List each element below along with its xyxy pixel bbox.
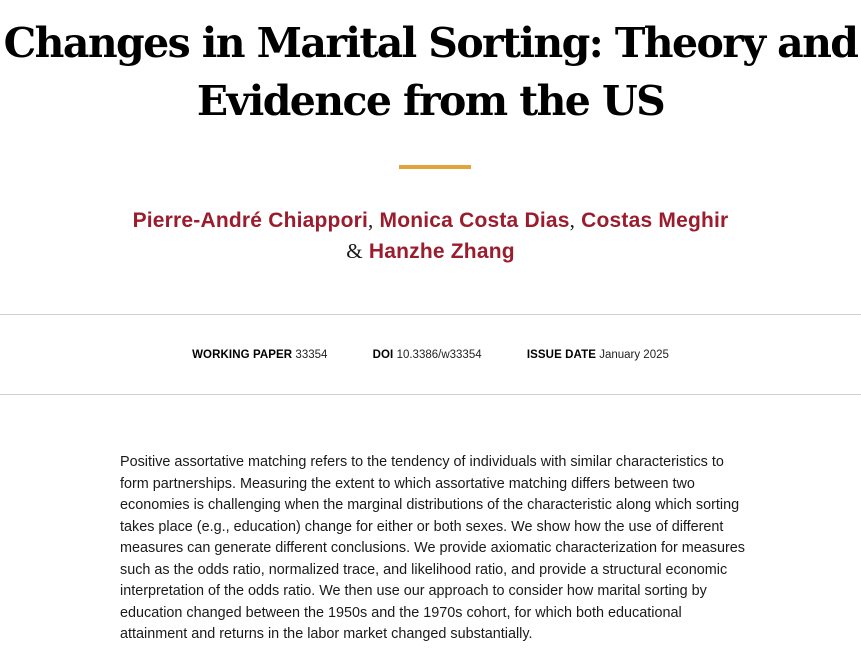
- author-separator: &: [346, 239, 363, 263]
- title-accent-divider: [399, 165, 471, 169]
- issue-date: [527, 348, 669, 362]
- author-link-costa-dias[interactable]: Monica Costa Dias: [379, 209, 570, 232]
- paper-metadata-band: [0, 314, 861, 395]
- doi: [373, 348, 482, 362]
- author-separator: ,: [569, 208, 576, 232]
- author-list: [130, 205, 731, 267]
- abstract-text: Positive assortative matching refers to the tendency of individuals with similar characteristics to form partnerships. Measuring the extent to which assortative matching differs between two economies is challenging when the marginal distributions of the characteristic along which sorting takes place (e.g., education) change for either or both sexes. We show how the use of different measures can generate different conclusions. We provide axiomatic characterization for measures such as the odds ratio, normalized trace, and likelihood ratio, and provide a structural economic interpretation of the odds ratio. We then use our approach to consider how marital sorting by education changed between the 1950s and the 1970s cohort, for which both educational attainment and returns in the labor market changed substantially.: [120, 454, 745, 642]
- author-link-zhang[interactable]: Hanzhe Zhang: [368, 240, 515, 263]
- doi-label: DOI: [372, 349, 394, 361]
- author-link-chiappori[interactable]: Pierre-André Chiappori: [132, 209, 369, 232]
- working-paper-label: WORKING PAPER: [192, 349, 293, 361]
- author-separator: ,: [368, 208, 374, 232]
- working-paper-number: [192, 348, 327, 362]
- paper-metadata-row: [0, 348, 861, 362]
- doi-value[interactable]: 10.3386/w33354: [396, 349, 482, 361]
- paper-title: Changes in Marital Sorting: Theory and Evidence from the US: [3, 19, 858, 125]
- working-paper-value: 33354: [295, 349, 328, 361]
- issue-date-label: ISSUE DATE: [526, 349, 596, 361]
- issue-date-value: January 2025: [599, 349, 669, 361]
- author-link-meghir[interactable]: Costas Meghir: [581, 209, 729, 232]
